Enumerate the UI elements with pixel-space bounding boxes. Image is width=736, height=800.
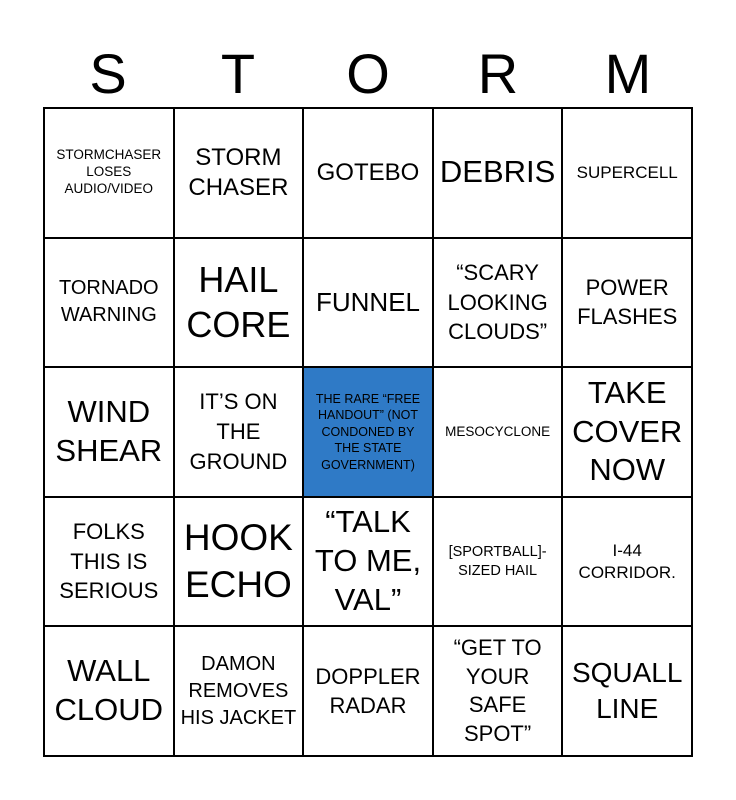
- cell-text: SUPERCELL: [576, 163, 678, 183]
- cell-text: “TALK TO ME, VAL”: [314, 504, 422, 617]
- cell-text: MESOCYCLONE: [445, 423, 551, 439]
- bingo-cell-r1c1[interactable]: [45, 109, 175, 239]
- bingo-cell-r1c3[interactable]: [304, 109, 434, 239]
- bingo-cell-r3c1[interactable]: [45, 368, 175, 498]
- bingo-cell-r1c4[interactable]: [434, 109, 564, 239]
- header-letter-o: O: [346, 42, 390, 105]
- cell-text: STORMCHASER LOSES AUDIO/VIDEO: [56, 147, 162, 197]
- bingo-cell-r3c4[interactable]: [434, 368, 564, 498]
- cell-text: POWER FLASHES: [577, 274, 678, 330]
- header-letter-r: R: [477, 42, 519, 105]
- bingo-cell-r4c1[interactable]: [45, 498, 175, 628]
- cell-text: IT’S ON THE GROUND: [189, 389, 288, 474]
- cell-text: HAIL CORE: [186, 258, 291, 346]
- bingo-cell-r3c2[interactable]: [175, 368, 305, 498]
- cell-text: I-44 CORRIDOR.: [578, 541, 676, 582]
- cell-text: HOOK ECHO: [183, 517, 293, 605]
- cell-text: THE RARE “FREE HANDOUT” (NOT CONDONED BY THE STATE GOVERNMENT): [315, 391, 421, 472]
- bingo-cell-r2c5[interactable]: [563, 239, 693, 369]
- bingo-cell-r4c2[interactable]: [175, 498, 305, 628]
- bingo-board: [43, 107, 693, 757]
- cell-text: DAMON REMOVES HIS JACKET: [180, 652, 297, 729]
- cell-text: GOTEBO: [316, 158, 420, 186]
- bingo-cell-r3c5[interactable]: [563, 368, 693, 498]
- cell-text: [SPORTBALL]-SIZED HAIL: [448, 544, 547, 579]
- bingo-cell-r1c5[interactable]: [563, 109, 693, 239]
- bingo-cell-r1c2[interactable]: [175, 109, 305, 239]
- bingo-cell-r5c2[interactable]: [175, 627, 305, 757]
- bingo-cell-r4c5[interactable]: [563, 498, 693, 628]
- bingo-cell-r2c1[interactable]: [45, 239, 175, 369]
- cell-text: STORM CHASER: [188, 143, 289, 201]
- bingo-cell-r4c4[interactable]: [434, 498, 564, 628]
- cell-text: DEBRIS: [439, 154, 556, 190]
- bingo-cell-r5c1[interactable]: [45, 627, 175, 757]
- cell-text: WALL CLOUD: [54, 653, 164, 728]
- cell-text: TORNADO WARNING: [58, 277, 159, 327]
- cell-text: “SCARY LOOKING CLOUDS”: [447, 259, 548, 345]
- cell-text: SQUALL LINE: [571, 656, 683, 725]
- bingo-cell-r2c2[interactable]: [175, 239, 305, 369]
- bingo-header: [43, 42, 693, 106]
- cell-text: “GET TO YOUR SAFE SPOT”: [453, 635, 542, 746]
- bingo-cell-r5c5[interactable]: [563, 627, 693, 757]
- header-letter-t: T: [220, 42, 256, 105]
- header-letter-s: S: [89, 42, 127, 105]
- bingo-cell-r5c3[interactable]: [304, 627, 434, 757]
- cell-text: WIND SHEAR: [55, 394, 163, 468]
- bingo-cell-r4c3[interactable]: [304, 498, 434, 628]
- cell-text: FOLKS THIS IS SERIOUS: [59, 519, 159, 604]
- bingo-cell-r2c4[interactable]: [434, 239, 564, 369]
- cell-text: DOPPLER RADAR: [315, 663, 421, 719]
- cell-text: TAKE COVER NOW: [572, 374, 683, 488]
- header-letter-m: M: [604, 42, 652, 105]
- bingo-cell-r2c3[interactable]: [304, 239, 434, 369]
- cell-text: FUNNEL: [315, 287, 420, 318]
- bingo-free-space[interactable]: [304, 368, 434, 498]
- bingo-cell-r5c4[interactable]: [434, 627, 564, 757]
